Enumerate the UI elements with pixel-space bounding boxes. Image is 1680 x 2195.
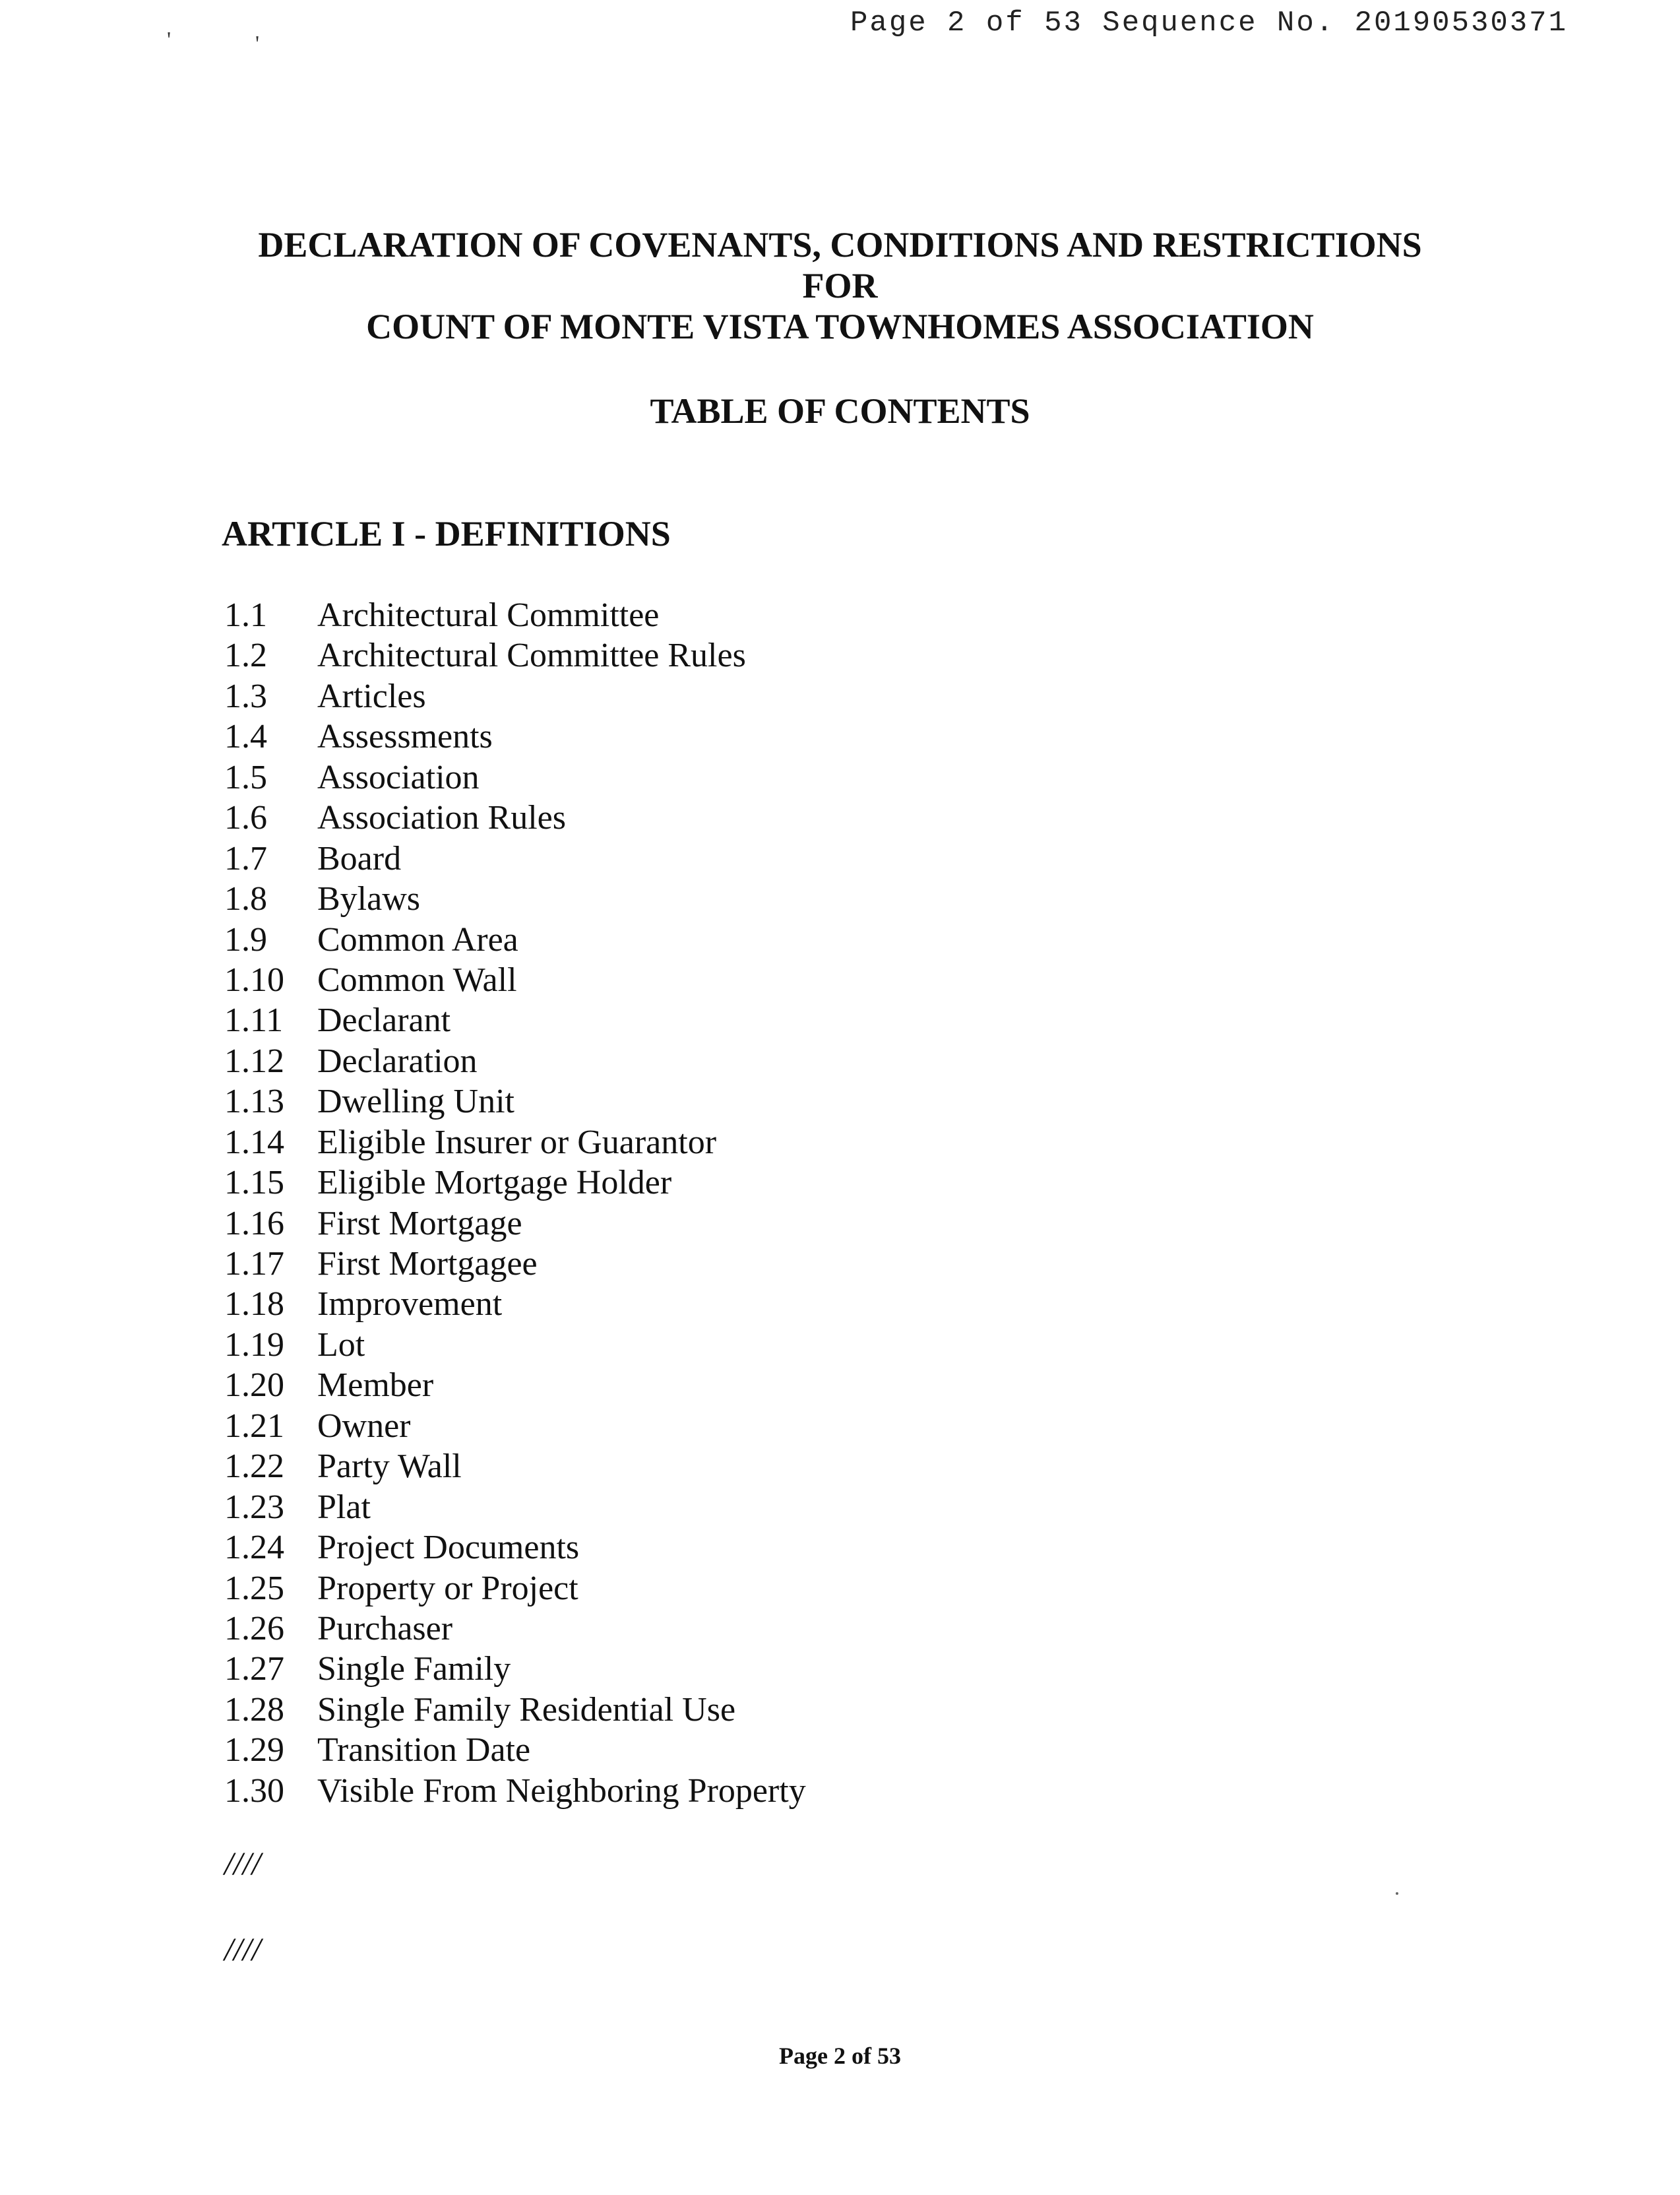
toc-entry xyxy=(224,1487,806,1527)
toc-entry-number: 1.9 xyxy=(224,920,267,959)
toc-entry xyxy=(224,920,806,960)
toc-entry xyxy=(224,1406,806,1446)
toc-entry-label: Association Rules xyxy=(317,799,566,837)
toc-entry-number: 1.6 xyxy=(224,799,267,837)
toc-entry-number: 1.16 xyxy=(224,1204,284,1242)
toc-entry-label: Eligible Insurer or Guarantor xyxy=(317,1123,717,1161)
document-title xyxy=(0,224,1680,347)
toc-entry xyxy=(224,1771,806,1811)
toc-entry-label: Common Area xyxy=(317,920,518,959)
separator-slashes: //// xyxy=(224,1930,261,1967)
toc-entry-number: 1.5 xyxy=(224,758,267,796)
toc-entry-number: 1.8 xyxy=(224,880,267,918)
toc-entry-label: Eligible Mortgage Holder xyxy=(317,1164,672,1202)
toc-entry xyxy=(224,798,806,838)
toc-entry xyxy=(224,1081,806,1122)
toc-entry xyxy=(224,1203,806,1244)
toc-entry-number: 1.24 xyxy=(224,1529,284,1567)
toc-heading: TABLE OF CONTENTS xyxy=(650,391,1030,431)
toc-entry-label: Declarant xyxy=(317,1002,451,1040)
toc-entry-number: 1.20 xyxy=(224,1366,284,1405)
toc-entry-number: 1.7 xyxy=(224,839,267,877)
toc-entry xyxy=(224,595,806,635)
toc-entry xyxy=(224,635,806,676)
title-line: FOR xyxy=(802,266,878,305)
toc-entry xyxy=(224,1284,806,1324)
toc-entry xyxy=(224,1446,806,1486)
toc-entry xyxy=(224,757,806,798)
toc-entry xyxy=(224,1041,806,1081)
toc-entry-label: Architectural Committee Rules xyxy=(317,637,746,675)
toc-entry xyxy=(224,1730,806,1770)
toc-entry-label: Articles xyxy=(317,677,426,715)
article-heading: ARTICLE I - DEFINITIONS xyxy=(222,514,671,554)
toc-entry xyxy=(224,1690,806,1730)
toc-entry-number: 1.30 xyxy=(224,1771,284,1810)
toc-entry-label: Visible From Neighboring Property xyxy=(317,1771,806,1810)
toc-entry-number: 1.1 xyxy=(224,596,267,634)
toc-entry-label: First Mortgage xyxy=(317,1204,522,1242)
toc-entry-number: 1.27 xyxy=(224,1650,284,1688)
toc-entry-label: Common Wall xyxy=(317,961,517,999)
toc-entry-label: Declaration xyxy=(317,1042,478,1080)
toc-entry-number: 1.25 xyxy=(224,1569,284,1607)
toc-entry-number: 1.29 xyxy=(224,1731,284,1769)
toc-entry-number: 1.18 xyxy=(224,1285,284,1323)
toc-entry xyxy=(224,1568,806,1608)
toc-entry-label: Architectural Committee xyxy=(317,596,660,634)
toc-entry-label: Project Documents xyxy=(317,1529,580,1567)
toc-entry-label: Party Wall xyxy=(317,1447,462,1486)
toc-entry-number: 1.2 xyxy=(224,637,267,675)
toc-entry-number: 1.21 xyxy=(224,1407,284,1445)
toc-entry-label: Dwelling Unit xyxy=(317,1083,514,1121)
toc-entry-label: Association xyxy=(317,758,480,796)
toc-entry-number: 1.10 xyxy=(224,961,284,999)
toc-entry-number: 1.26 xyxy=(224,1609,284,1647)
toc-entry-label: Board xyxy=(317,839,402,877)
toc-entry-label: Bylaws xyxy=(317,880,420,918)
title-line: DECLARATION OF COVENANTS, CONDITIONS AND RESTRICTIONS xyxy=(258,225,1422,265)
toc-entry xyxy=(224,1649,806,1689)
toc-entry-number: 1.11 xyxy=(224,1002,284,1040)
scan-mark: ' xyxy=(167,28,171,52)
toc-entry-number: 1.3 xyxy=(224,677,267,715)
toc-entry-label: Plat xyxy=(317,1488,371,1526)
toc-entry-label: Member xyxy=(317,1366,434,1405)
title-line: COUNT OF MONTE VISTA TOWNHOMES ASSOCIATION xyxy=(366,307,1314,346)
toc-entry xyxy=(224,1608,806,1649)
toc-entry xyxy=(224,1527,806,1568)
toc-entry-number: 1.22 xyxy=(224,1447,284,1486)
toc-entry-number: 1.17 xyxy=(224,1245,284,1283)
toc-entry-number: 1.19 xyxy=(224,1325,284,1364)
toc-entry-number: 1.23 xyxy=(224,1488,284,1526)
toc-entry-number: 1.13 xyxy=(224,1083,284,1121)
toc-entry xyxy=(224,960,806,1000)
toc-entry-label: Transition Date xyxy=(317,1731,531,1769)
toc-entry xyxy=(224,676,806,716)
toc-entry-number: 1.12 xyxy=(224,1042,284,1080)
sequence-stamp: Page 2 of 53 Sequence No. 20190530371 xyxy=(850,7,1568,40)
separator-slashes: //// xyxy=(224,1845,261,1882)
toc-entry-label: Improvement xyxy=(317,1285,503,1323)
toc-entry xyxy=(224,1122,806,1162)
toc-entry xyxy=(224,879,806,919)
toc-entry-label: First Mortgagee xyxy=(317,1245,538,1283)
toc-entry-number: 1.15 xyxy=(224,1164,284,1202)
toc-entry-label: Owner xyxy=(317,1407,411,1445)
toc-entry-number: 1.14 xyxy=(224,1123,284,1161)
page-footer: Page 2 of 53 xyxy=(779,2043,901,2069)
toc-entry-label: Purchaser xyxy=(317,1609,453,1647)
toc-entry-number: 1.4 xyxy=(224,718,267,756)
toc-entry-label: Single Family xyxy=(317,1650,511,1688)
toc-entry xyxy=(224,1365,806,1405)
toc-entry xyxy=(224,1325,806,1365)
toc-entry-label: Lot xyxy=(317,1325,365,1364)
toc-entry-label: Property or Project xyxy=(317,1569,578,1607)
scan-mark: ' xyxy=(255,32,260,56)
scan-speck xyxy=(1396,1892,1398,1895)
toc-entry xyxy=(224,1000,806,1040)
toc-entry xyxy=(224,839,806,879)
toc-entry-label: Assessments xyxy=(317,718,493,756)
toc-entry xyxy=(224,1162,806,1203)
toc-entry-number: 1.28 xyxy=(224,1690,284,1729)
toc-list xyxy=(224,595,806,1811)
toc-entry-label: Single Family Residential Use xyxy=(317,1690,736,1729)
toc-entry xyxy=(224,716,806,757)
toc-entry xyxy=(224,1244,806,1284)
